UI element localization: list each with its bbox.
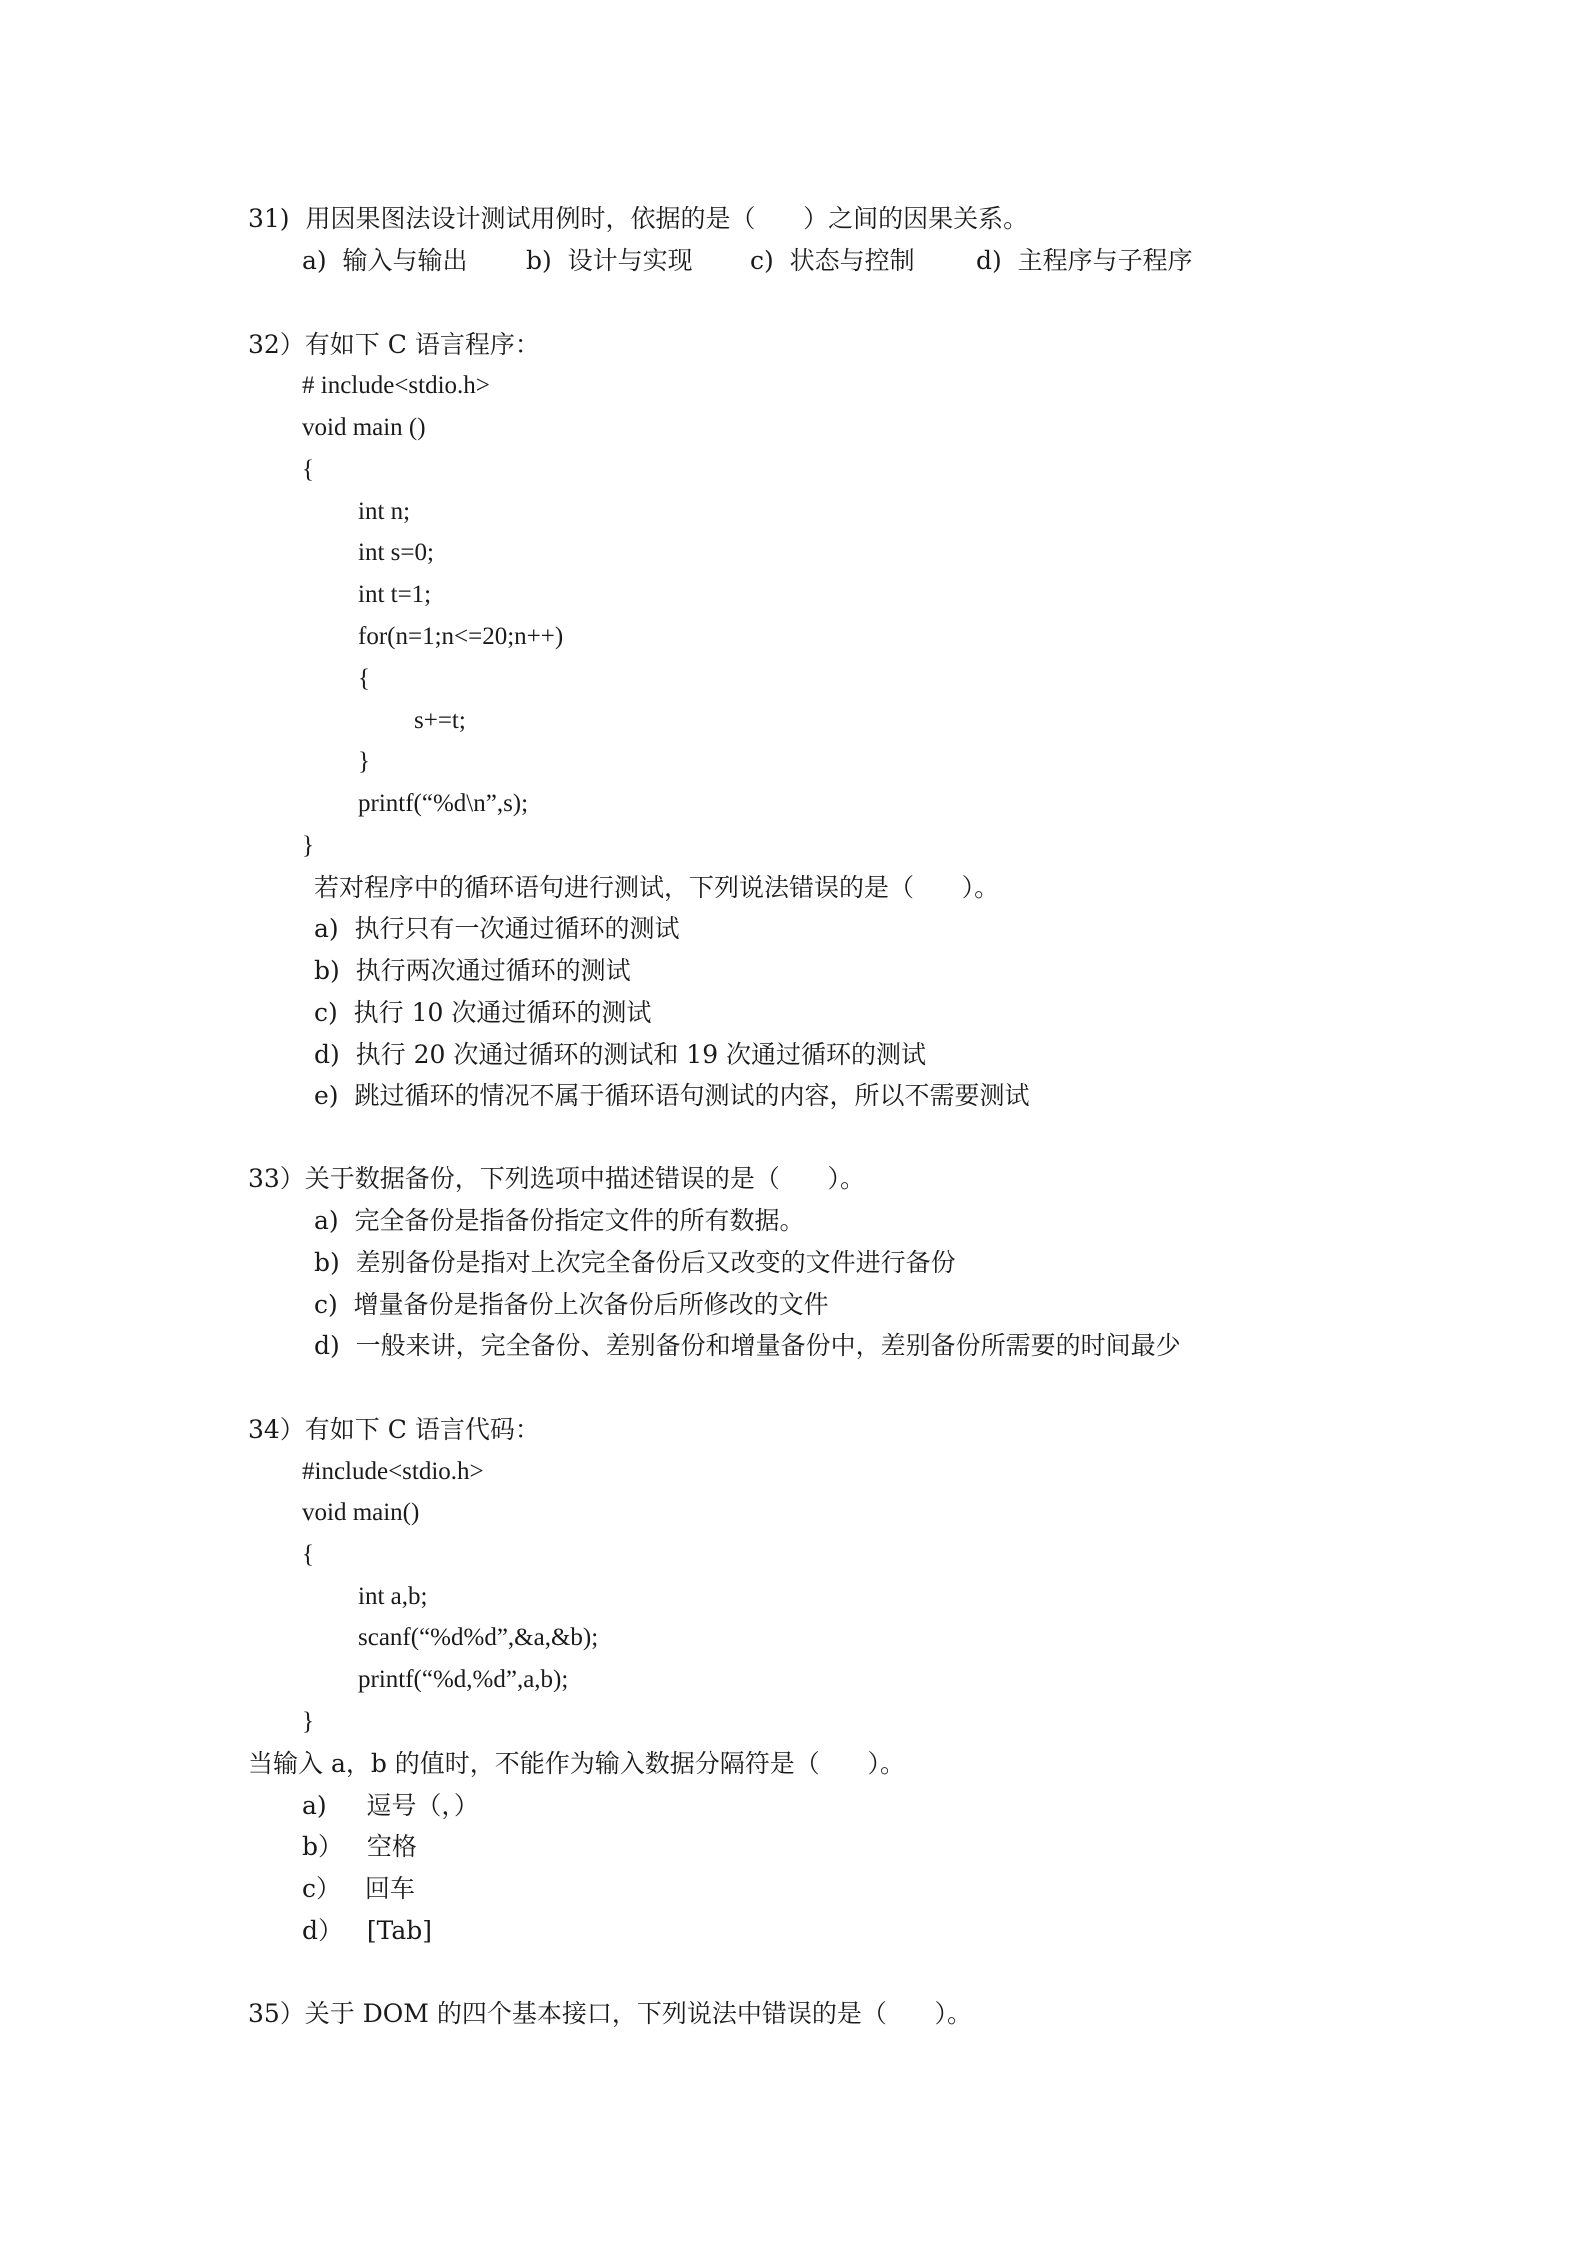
q31-option-c: c) 状态与控制 <box>750 246 915 275</box>
q32-option-e: e) 跳过循环的情况不属于循环语句测试的内容，所以不需要测试 <box>314 1081 1030 1110</box>
q32-code-line-3: { <box>302 456 314 483</box>
q34-code-line-2: void main() <box>302 1499 420 1526</box>
q32-option-b: b) 执行两次通过循环的测试 <box>314 956 631 985</box>
q34-code-line-6: printf(“%d,%d”,a,b); <box>358 1666 569 1693</box>
q32-code-line-9: s+=t; <box>414 707 466 734</box>
q34-option-d: d） [Tab] <box>302 1916 432 1945</box>
q32-stem: 32）有如下 C 语言程序： <box>248 330 540 359</box>
q34-code-line-3: { <box>302 1541 314 1568</box>
q33-option-b: b) 差别备份是指对上次完全备份后又改变的文件进行备份 <box>314 1248 956 1277</box>
q31-option-b: b) 设计与实现 <box>526 246 693 275</box>
q31-option-d: d) 主程序与子程序 <box>976 246 1193 275</box>
q31-option-a: a) 输入与输出 <box>302 246 468 275</box>
q32-code-line-2: void main () <box>302 414 426 441</box>
q35-stem: 35）关于 DOM 的四个基本接口，下列说法中错误的是（ ）。 <box>248 1999 973 2028</box>
q34-question: 当输入 a，b 的值时，不能作为输入数据分隔符是（ ）。 <box>248 1749 905 1778</box>
q34-code-line-4: int a,b; <box>358 1583 428 1610</box>
q32-question: 若对程序中的循环语句进行测试，下列说法错误的是（ ）。 <box>314 873 1000 902</box>
q33-stem: 33）关于数据备份，下列选项中描述错误的是（ ）。 <box>248 1164 865 1193</box>
q32-code-line-7: for(n=1;n<=20;n++) <box>358 623 564 650</box>
q32-code-line-6: int t=1; <box>358 581 432 608</box>
q32-option-a: a) 执行只有一次通过循环的测试 <box>314 914 680 943</box>
q32-code-line-4: int n; <box>358 498 411 525</box>
q34-option-c: c） 回车 <box>302 1874 415 1903</box>
q32-code-line-12: } <box>302 832 314 859</box>
q31-stem: 31) 用因果图法设计测试用例时，依据的是（ ）之间的因果关系。 <box>248 204 1029 233</box>
q32-option-c: c) 执行 10 次通过循环的测试 <box>314 998 652 1027</box>
q34-code-line-5: scanf(“%d%d”,&a,&b); <box>358 1624 599 1651</box>
q34-code-line-1: #include<stdio.h> <box>302 1458 484 1485</box>
q34-option-a: a) 逗号（，） <box>302 1791 479 1820</box>
q32-code-line-11: printf(“%d\n”,s); <box>358 790 529 817</box>
q33-option-d: d) 一般来讲，完全备份、差别备份和增量备份中，差别备份所需要的时间最少 <box>314 1331 1181 1360</box>
q34-code-line-7: } <box>302 1708 314 1735</box>
q34-stem: 34）有如下 C 语言代码： <box>248 1415 540 1444</box>
q32-option-d: d) 执行 20 次通过循环的测试和 19 次通过循环的测试 <box>314 1040 927 1069</box>
q32-code-line-1: # include<stdio.h> <box>302 372 490 399</box>
q32-code-line-5: int s=0; <box>358 539 434 566</box>
q34-option-b: b） 空格 <box>302 1832 417 1861</box>
q32-code-line-8: { <box>358 665 370 692</box>
q33-option-a: a) 完全备份是指备份指定文件的所有数据。 <box>314 1206 805 1235</box>
q33-option-c: c) 增量备份是指备份上次备份后所修改的文件 <box>314 1290 829 1319</box>
q32-code-line-10: } <box>358 748 370 775</box>
